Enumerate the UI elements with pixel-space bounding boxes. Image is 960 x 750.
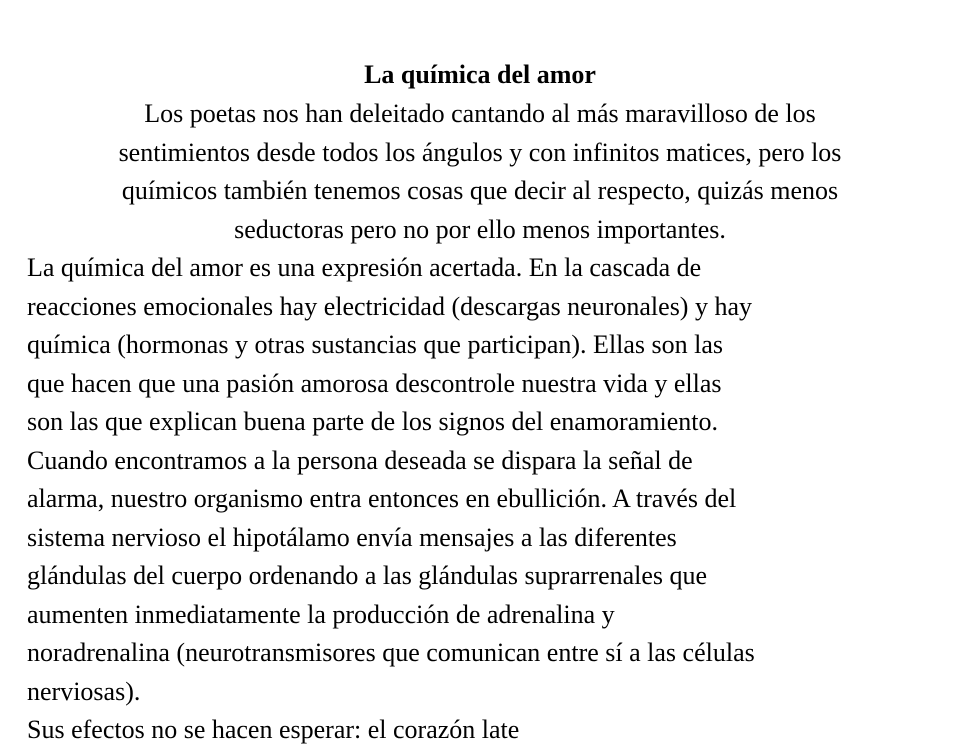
intro-line: sentimientos desde todos los ángulos y con infinitos matices, pero los — [118, 137, 842, 167]
body-line: sistema nervioso el hipotálamo envía mensajes a las diferentes — [27, 522, 677, 552]
intro-line: Los poetas nos han deleitado cantando al más maravilloso de los — [144, 99, 816, 128]
body-line: nerviosas). — [27, 676, 141, 706]
body-paragraph — [27, 249, 952, 750]
body-line: aumenten inmediatamente la producción de adrenalina y — [27, 599, 615, 629]
intro-line: seductoras pero no por ello menos importantes. — [234, 214, 726, 244]
body-line: noradrenalina (neurotransmisores que comunican entre sí a las células — [27, 638, 755, 667]
document-title: La química del amor — [364, 60, 596, 89]
body-line: glándulas del cuerpo ordenando a las glándulas suprarrenales que — [27, 561, 708, 590]
body-line: son las que explican buena parte de los signos del enamoramiento. — [27, 407, 718, 436]
body-line: Sus efectos no se hacen esperar: el corazón late — [27, 715, 520, 744]
body-line: Cuando encontramos a la persona deseada se dispara la señal de — [27, 445, 693, 475]
body-line: La química del amor es una expresión acertada. En la cascada de — [27, 253, 702, 282]
body-line: alarma, nuestro organismo entra entonces en ebullición. A través del — [27, 484, 737, 513]
intro-line: químicos también tenemos cosas que decir al respecto, quizás menos — [121, 176, 839, 205]
body-line: reacciones emocionales hay electricidad (descargas neuronales) y hay — [27, 291, 753, 321]
intro-paragraph — [0, 95, 960, 249]
body-line: química (hormonas y otras sustancias que participan). Ellas son las — [27, 330, 724, 359]
body-line: que hacen que una pasión amorosa descontrole nuestra vida y ellas — [27, 368, 722, 398]
